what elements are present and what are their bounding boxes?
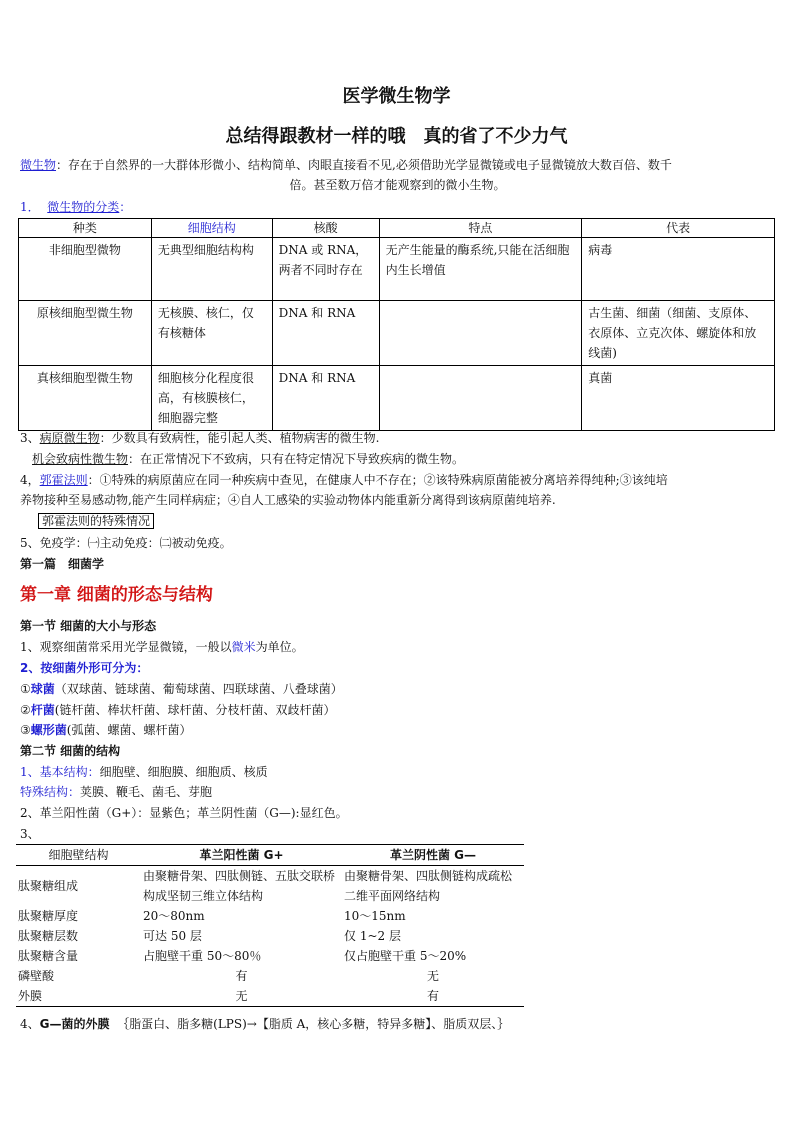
shape-item: [20, 679, 775, 699]
intro-line-2: 倍。甚至数万倍才能观察到的微小生物。: [289, 178, 506, 192]
special-structure: [20, 782, 775, 802]
table-cell: 仅 1~2 层: [344, 929, 401, 943]
special-text: 荚膜、鞭毛、菌毛、芽胞: [80, 785, 213, 799]
item-koch-2: 养物接种至易感动物,能产生同样病症；④自人工感染的实验动物体内能重新分离得到该病原菌纯培养.: [20, 493, 556, 507]
table-cell: 肽聚糖层数: [18, 929, 79, 943]
table-row: [16, 966, 524, 986]
item-pathogen: [20, 428, 775, 448]
section-classification: [20, 197, 775, 217]
section-2-title: 第二节 细菌的结构: [20, 744, 121, 758]
item-opportunistic: [32, 449, 787, 469]
outer-membrane-line: [20, 1014, 775, 1034]
table-cell: [379, 301, 582, 366]
shape-prefix: ③: [20, 723, 31, 737]
table-header-row: [16, 845, 524, 866]
term-koch: 郭霍法则: [39, 473, 88, 487]
table-cell: 细胞核分化程度很高，有核膜核仁，细胞器完整: [151, 366, 272, 431]
table-cell: 由聚糖骨架、四肽侧链构成疏松二维平面网络结构: [344, 869, 513, 903]
document-subtitle: 总结得跟教材一样的哦 真的省了不少力气: [225, 126, 568, 147]
table-cell: 肽聚糖组成: [18, 879, 79, 893]
table-cell: 仅占胞壁干重 5～20%: [344, 949, 467, 963]
term-outer-membrane: G—菌的外膜: [39, 1017, 110, 1031]
line-text: 为单位。: [255, 640, 304, 654]
table-cell: 无: [426, 969, 439, 983]
section-label: 微生物的分类: [47, 200, 120, 214]
header-cell: 代表: [582, 219, 775, 238]
table-cell: 可达 50 层: [143, 929, 202, 943]
shape-detail: (弧菌、螺菌、螺杆菌）: [66, 723, 192, 737]
shape-name: 球菌: [30, 682, 55, 696]
section-colon: ：: [119, 200, 132, 214]
table-cell: 有: [235, 969, 248, 983]
table-header-row: [19, 219, 775, 238]
table-cell: 外膜: [16, 986, 141, 1007]
item-text: ：①特殊的病原菌应在同一种疾病中查见，在健康人中不存在；②该特殊病原菌能被分离培养得纯种;③该纯培: [87, 473, 668, 487]
header-cell: 革兰阴性菌 G—: [342, 845, 524, 866]
shape-detail: (链杆菌、棒状杆菌、球杆菌、分枝杆菌、双歧杆菌）: [54, 703, 336, 717]
item-prefix: 4，: [20, 473, 40, 487]
item-text: ｛脂蛋白、脂多糖(LPS)→【脂质 A，核心多糖，特异多糖】、脂质双层、｝: [117, 1017, 510, 1031]
table-cell: [379, 366, 582, 431]
basic-text: 细胞壁、细胞膜、细胞质、核质: [99, 765, 268, 779]
section-1-title: 第一节 细菌的大小与形态: [20, 619, 157, 633]
table-row: [16, 986, 524, 1007]
table-row: [16, 926, 524, 946]
table-cell: 无: [141, 986, 342, 1007]
cell-wall-table: [16, 844, 524, 1007]
table-cell: 肽聚糖厚度: [18, 909, 79, 923]
special-label: 特殊结构：: [20, 785, 81, 799]
classification-table: [18, 218, 775, 431]
intro-text-1: ：存在于自然界的一大群体形微小、结构简单、肉眼直接看不见,必须借助光学显微镜或电子显微镜放大数百倍、数千: [56, 158, 672, 172]
item-text: ：在正常情况下不致病，只有在特定情况下导致疾病的微生物。: [128, 452, 465, 466]
item-prefix: 3、: [20, 431, 40, 445]
table-row: [19, 366, 775, 431]
table-row: [16, 906, 524, 926]
table-cell: 由聚糖骨架、四肽侧链、五肽交联桥构成坚韧三维立体结构: [143, 869, 336, 903]
gram-line: 2、革兰阳性菌（G+）：显紫色；革兰阴性菌（G—):显红色。: [20, 806, 348, 820]
table-cell: DNA 和 RNA: [272, 366, 379, 431]
table-cell: 无核膜、核仁，仅有核糖体: [151, 301, 272, 366]
table-cell: 10～15nm: [344, 909, 406, 923]
basic-structure: [20, 762, 775, 782]
shape-heading: 2、按细菌外形可分为：: [20, 661, 149, 675]
header-cell: 细胞壁结构: [16, 845, 141, 866]
line-text: 1、观察细菌常采用光学显微镜，一般以: [20, 640, 232, 654]
header-cell: 特点: [379, 219, 582, 238]
table-cell: 磷壁酸: [18, 969, 55, 983]
term-pathogen: 病原微生物: [39, 431, 100, 445]
header-cell: 革兰阳性菌 G+: [141, 845, 342, 866]
shape-item: [20, 700, 775, 720]
size-line: [20, 637, 775, 657]
shape-name: 杆菌: [30, 703, 55, 717]
part-title: 第一篇 细菌学: [20, 557, 105, 571]
koch-special-box: [38, 512, 154, 530]
table-row: [16, 866, 524, 907]
header-cell: 细胞结构: [151, 219, 272, 238]
boxed-label: 郭霍法则的特殊情况: [38, 513, 154, 529]
unit-micron: 微米: [231, 640, 256, 654]
table-cell: 肽聚糖含量: [18, 949, 79, 963]
table-cell: DNA 和 RNA: [272, 301, 379, 366]
table-cell: 无产生能量的酶系统,只能在活细胞内生长增值: [379, 238, 582, 301]
table-cell: 无典型细胞结构构: [151, 238, 272, 301]
shape-item: [20, 720, 775, 740]
table-cell: 占胞壁干重 50～80％: [143, 949, 262, 963]
chapter-title: 第一章 细菌的形态与结构: [20, 585, 213, 605]
table-cell: 真核细胞型微生物: [19, 366, 152, 431]
table-cell: 古生菌、细菌（细菌、支原体、衣原体、立克次体、螺旋体和放线菌): [582, 301, 775, 366]
item-prefix: 4、: [20, 1017, 40, 1031]
table-cell: DNA 或 RNA，两者不同时存在: [272, 238, 379, 301]
item-koch-1: [20, 470, 775, 490]
item-text: ：少数具有致病性，能引起人类、植物病害的微生物.: [99, 431, 380, 445]
table-cell: 病毒: [582, 238, 775, 301]
item-3-label: 3、: [20, 827, 40, 841]
table-cell: 非细胞型微物: [19, 238, 152, 301]
term-opportunistic: 机会致病性微生物: [32, 452, 129, 466]
item-immunology: 5、免疫学：㈠主动免疫：㈡被动免疫。: [20, 536, 232, 550]
section-number: 1．: [20, 200, 40, 214]
shape-prefix: ①: [20, 682, 31, 696]
basic-label: 1、基本结构：: [20, 765, 100, 779]
shape-prefix: ②: [20, 703, 31, 717]
shape-detail: （双球菌、链球菌、葡萄球菌、四联球菌、八叠球菌）: [54, 682, 343, 696]
table-row: [19, 301, 775, 366]
table-cell: 原核细胞型微生物: [19, 301, 152, 366]
table-row: [19, 238, 775, 301]
term-microorganism: 微生物: [20, 158, 57, 172]
shape-name: 螺形菌: [30, 723, 67, 737]
intro-line-1: [20, 155, 775, 175]
table-row: [16, 946, 524, 966]
header-cell: 种类: [19, 219, 152, 238]
table-cell: 真菌: [582, 366, 775, 431]
document-title: 医学微生物学: [342, 86, 451, 107]
table-cell: 20～80nm: [143, 909, 205, 923]
header-cell: 核酸: [272, 219, 379, 238]
table-cell: 有: [342, 986, 524, 1007]
